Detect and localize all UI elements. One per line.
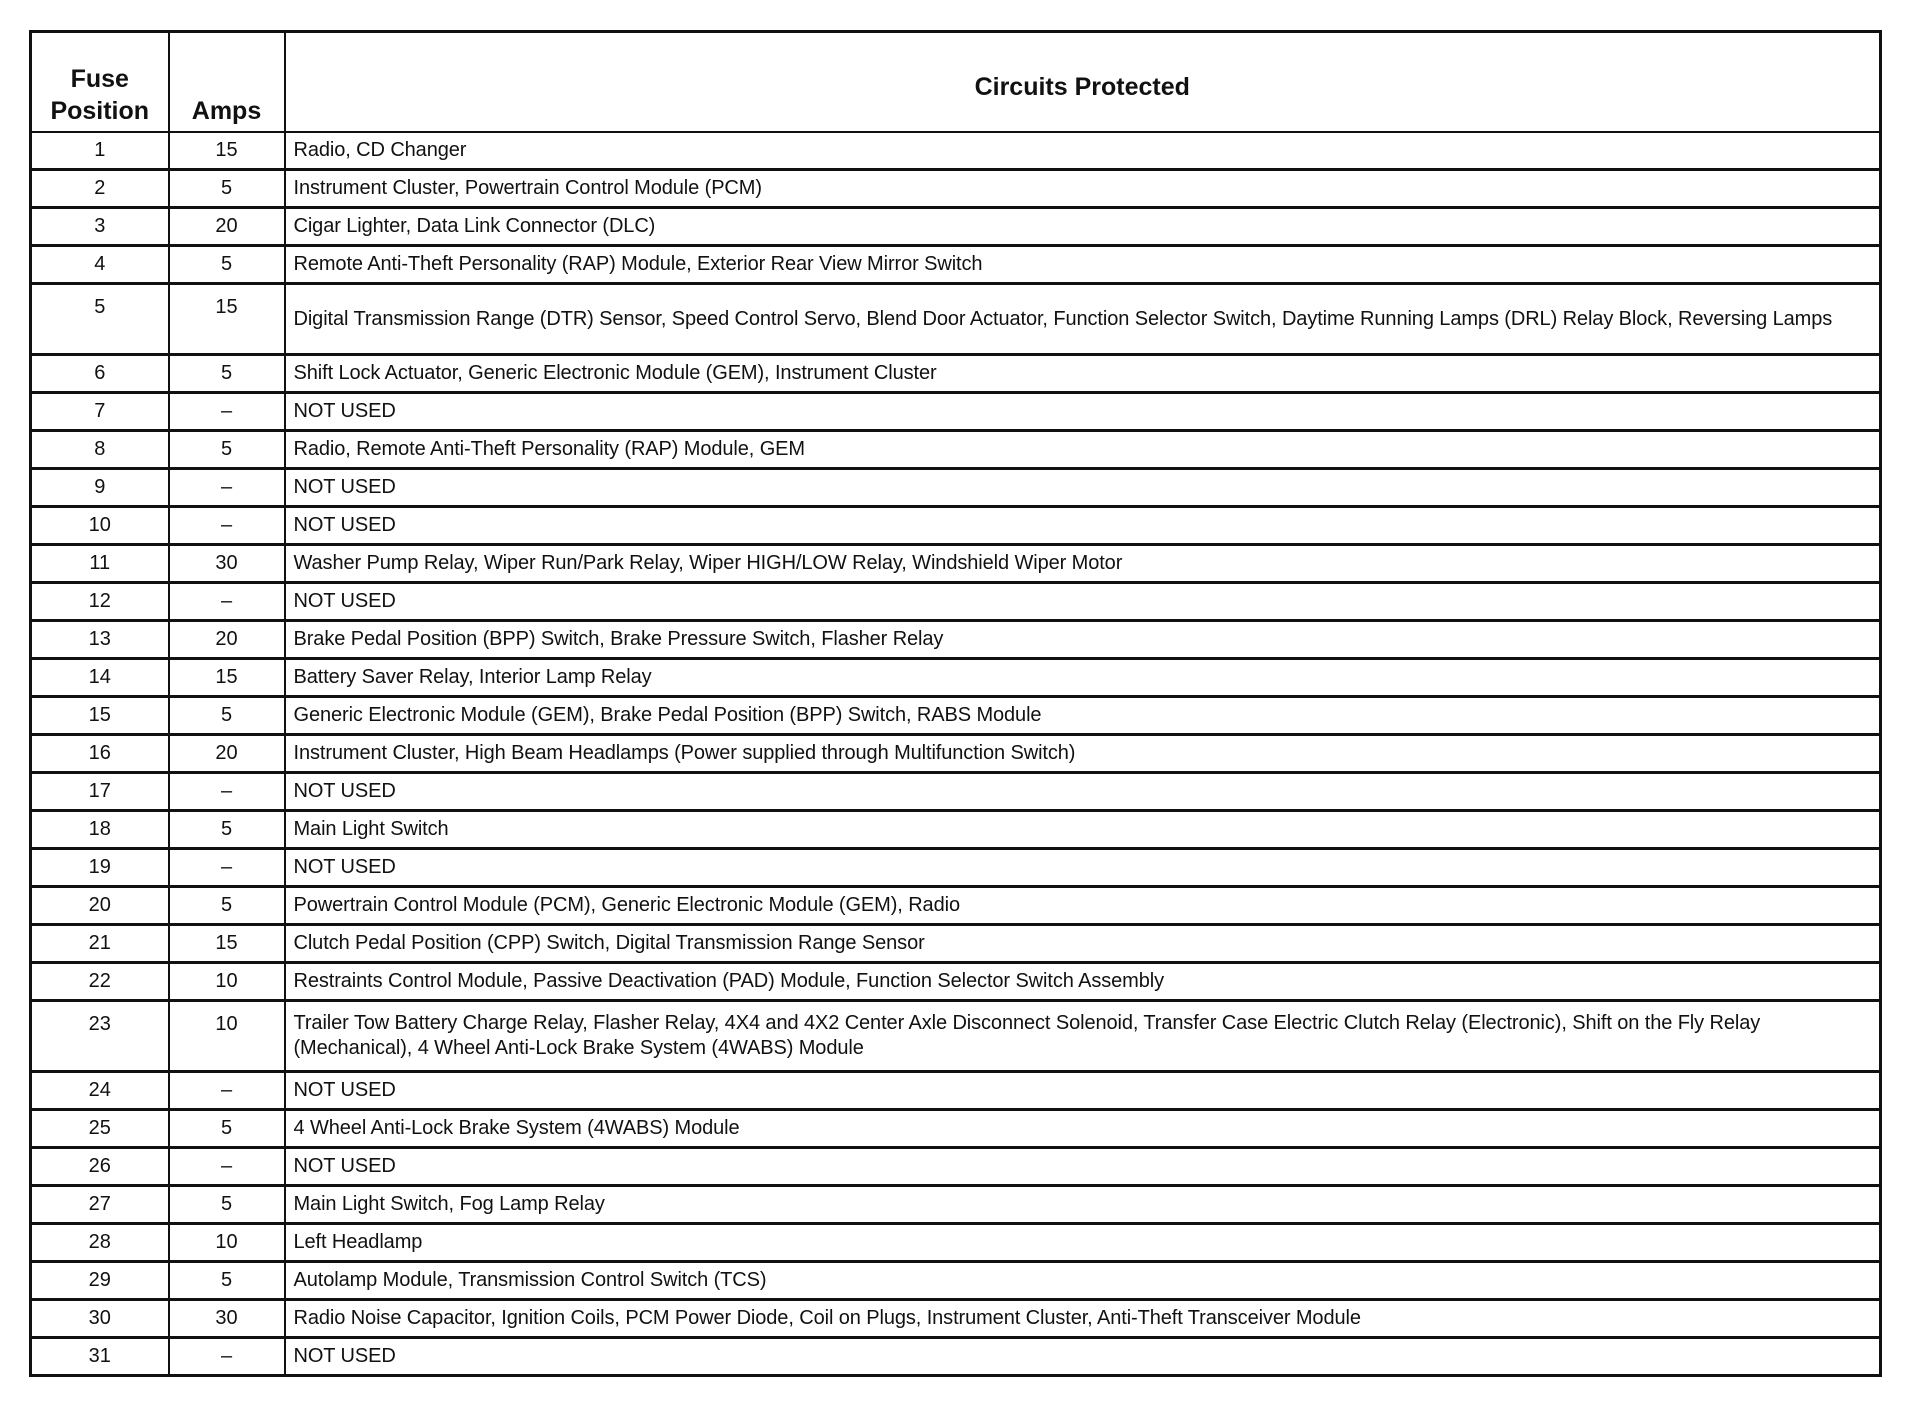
amps-cell: – [169,469,285,507]
circuits-protected-cell: Generic Electronic Module (GEM), Brake Pedal Position (BPP) Switch, RABS Module [285,697,1881,735]
header-row [31,32,1881,133]
fuse-position-cell: 12 [31,583,169,621]
circuits-protected-cell: NOT USED [285,393,1881,431]
header-fuse-position-line2: Position [50,97,150,125]
amps-cell: – [169,393,285,431]
amps-cell: 20 [169,735,285,773]
amps-cell: – [169,507,285,545]
fuse-position-cell: 10 [31,507,169,545]
circuits-protected-cell: NOT USED [285,583,1881,621]
header-fuse-position [31,32,169,133]
table-row [31,132,1881,170]
fuse-position-cell: 1 [31,132,169,170]
table-row [31,1148,1881,1186]
amps-cell: 5 [169,1186,285,1224]
table-row [31,170,1881,208]
table-row [31,583,1881,621]
fuse-position-cell: 11 [31,545,169,583]
fuse-position-cell: 14 [31,659,169,697]
fuse-position-cell: 21 [31,925,169,963]
table-row [31,1224,1881,1262]
circuits-protected-cell: Restraints Control Module, Passive Deactivation (PAD) Module, Function Selector Switch Assembly [285,963,1881,1001]
table-row [31,469,1881,507]
table-row [31,246,1881,284]
table-row [31,1186,1881,1224]
amps-cell: 5 [169,697,285,735]
table-row [31,1338,1881,1376]
table-row [31,849,1881,887]
amps-cell: – [169,849,285,887]
circuits-protected-cell: NOT USED [285,507,1881,545]
fuse-position-cell: 31 [31,1338,169,1376]
table-row [31,621,1881,659]
fuse-position-cell: 8 [31,431,169,469]
amps-cell: 30 [169,545,285,583]
circuits-protected-cell: Shift Lock Actuator, Generic Electronic Module (GEM), Instrument Cluster [285,355,1881,393]
header-fuse-position-line1: Fuse [70,65,129,93]
amps-cell: – [169,1148,285,1186]
circuits-protected-cell: Instrument Cluster, High Beam Headlamps (Power supplied through Multifunction Switch) [285,735,1881,773]
circuits-protected-cell: Main Light Switch [285,811,1881,849]
fuse-position-cell: 3 [31,208,169,246]
circuits-protected-cell: Brake Pedal Position (BPP) Switch, Brake Pressure Switch, Flasher Relay [285,621,1881,659]
table-row [31,545,1881,583]
fuse-table [29,30,1882,1377]
amps-cell: 30 [169,1300,285,1338]
circuits-protected-cell: NOT USED [285,849,1881,887]
circuits-protected-cell: Clutch Pedal Position (CPP) Switch, Digital Transmission Range Sensor [285,925,1881,963]
table-row [31,393,1881,431]
fuse-position-cell: 7 [31,393,169,431]
table-row [31,1110,1881,1148]
header-circuits-protected: Circuits Protected [285,32,1881,133]
fuse-position-cell: 23 [31,1001,169,1072]
circuits-protected-cell: NOT USED [285,773,1881,811]
circuits-protected-cell: Remote Anti-Theft Personality (RAP) Module, Exterior Rear View Mirror Switch [285,246,1881,284]
amps-cell: 5 [169,887,285,925]
table-row [31,507,1881,545]
circuits-protected-cell: NOT USED [285,1338,1881,1376]
table-row [31,887,1881,925]
table-row [31,1262,1881,1300]
amps-cell: 20 [169,208,285,246]
header-amps: Amps [169,32,285,133]
amps-cell: 10 [169,1001,285,1072]
fuse-position-cell: 27 [31,1186,169,1224]
fuse-position-cell: 9 [31,469,169,507]
fuse-rows [31,132,1881,1376]
fuse-chart [29,30,1882,1377]
fuse-position-cell: 29 [31,1262,169,1300]
amps-cell: 10 [169,963,285,1001]
amps-cell: 10 [169,1224,285,1262]
amps-cell: – [169,583,285,621]
circuits-protected-cell: Autolamp Module, Transmission Control Switch (TCS) [285,1262,1881,1300]
amps-cell: 15 [169,284,285,355]
circuits-protected-cell: NOT USED [285,1148,1881,1186]
amps-cell: 5 [169,431,285,469]
amps-cell: 20 [169,621,285,659]
circuits-protected-cell: 4 Wheel Anti-Lock Brake System (4WABS) Module [285,1110,1881,1148]
amps-cell: 5 [169,355,285,393]
table-row [31,773,1881,811]
amps-cell: – [169,773,285,811]
fuse-position-cell: 20 [31,887,169,925]
circuits-protected-cell: Cigar Lighter, Data Link Connector (DLC) [285,208,1881,246]
fuse-position-cell: 4 [31,246,169,284]
amps-cell: 15 [169,132,285,170]
fuse-position-cell: 19 [31,849,169,887]
table-row [31,431,1881,469]
table-row [31,735,1881,773]
table-row [31,284,1881,355]
table-row [31,925,1881,963]
fuse-position-cell: 16 [31,735,169,773]
fuse-position-cell: 22 [31,963,169,1001]
fuse-position-cell: 17 [31,773,169,811]
table-row [31,1300,1881,1338]
fuse-position-cell: 25 [31,1110,169,1148]
fuse-position-cell: 24 [31,1072,169,1110]
table-row [31,697,1881,735]
circuits-protected-cell: Digital Transmission Range (DTR) Sensor, Speed Control Servo, Blend Door Actuator, Function Selector Switch, Daytime Running Lamps (DRL) Relay Block, Reversing Lamps [285,284,1881,355]
fuse-position-cell: 18 [31,811,169,849]
amps-cell: – [169,1338,285,1376]
table-row [31,208,1881,246]
fuse-position-cell: 2 [31,170,169,208]
amps-cell: 5 [169,811,285,849]
fuse-position-cell: 6 [31,355,169,393]
fuse-position-cell: 28 [31,1224,169,1262]
table-row [31,659,1881,697]
circuits-protected-cell: Left Headlamp [285,1224,1881,1262]
table-row [31,1001,1881,1072]
circuits-protected-cell: Trailer Tow Battery Charge Relay, Flasher Relay, 4X4 and 4X2 Center Axle Disconnect Solenoid, Transfer Case Electric Clutch Relay (Electronic), Shift on the Fly Relay (Mechanical), 4 Wheel Anti-Lock Brake System (4WABS) Module [285,1001,1881,1072]
fuse-position-cell: 15 [31,697,169,735]
circuits-protected-cell: NOT USED [285,1072,1881,1110]
amps-cell: 5 [169,1262,285,1300]
amps-cell: 15 [169,925,285,963]
fuse-position-cell: 26 [31,1148,169,1186]
amps-cell: 5 [169,246,285,284]
fuse-position-cell: 13 [31,621,169,659]
table-row [31,963,1881,1001]
circuits-protected-cell: Washer Pump Relay, Wiper Run/Park Relay, Wiper HIGH/LOW Relay, Windshield Wiper Motor [285,545,1881,583]
fuse-position-cell: 5 [31,284,169,355]
amps-cell: 5 [169,170,285,208]
circuits-protected-cell: Radio Noise Capacitor, Ignition Coils, PCM Power Diode, Coil on Plugs, Instrument Cluster, Anti-Theft Transceiver Module [285,1300,1881,1338]
circuits-protected-cell: Instrument Cluster, Powertrain Control Module (PCM) [285,170,1881,208]
circuits-protected-cell: Radio, Remote Anti-Theft Personality (RAP) Module, GEM [285,431,1881,469]
circuits-protected-cell: NOT USED [285,469,1881,507]
circuits-protected-cell: Powertrain Control Module (PCM), Generic Electronic Module (GEM), Radio [285,887,1881,925]
circuits-protected-cell: Battery Saver Relay, Interior Lamp Relay [285,659,1881,697]
table-row [31,1072,1881,1110]
amps-cell: 5 [169,1110,285,1148]
circuits-protected-cell: Main Light Switch, Fog Lamp Relay [285,1186,1881,1224]
amps-cell: – [169,1072,285,1110]
amps-cell: 15 [169,659,285,697]
circuits-protected-cell: Radio, CD Changer [285,132,1881,170]
table-row [31,355,1881,393]
table-row [31,811,1881,849]
fuse-position-cell: 30 [31,1300,169,1338]
